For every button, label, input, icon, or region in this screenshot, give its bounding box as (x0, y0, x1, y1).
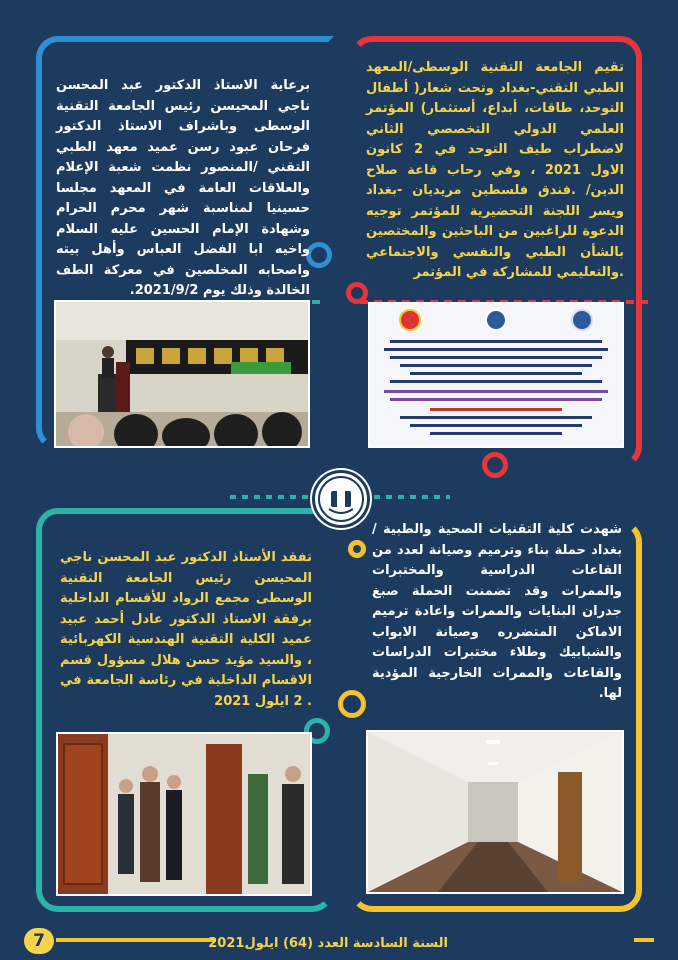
page-number: 7 (24, 928, 54, 954)
footer-line-left (56, 938, 216, 942)
article-bottom-right: شهدت كلية التقنيات الصحية والطبية / بغداد حملة بناء وترميم وصيانة لعدد من القاعات الدراسية والمختبرات والممرات وقد تضمنت الحملة صبغ جدران البنايات والممرات واعادة ترميم الاماكن المتضرره وصيانة الابواب والشبابيك وطلاء مختبرات الدراسات والقاعات والممرات الخارجية المؤدية لها. (372, 522, 622, 701)
connector-dot-yellow (338, 690, 366, 718)
photo-visit-dormitory (56, 732, 312, 896)
article-top-left: برعاية الاستاذ الدكتور عبد المحسن ناجي المحيسن رئيس الجامعة التقنية الوسطى وباشراف الاستاذ الدكتور فرحان عبود رسن عميد معهد الطبي التقني /المنصور نظمت شعبة الإعلام والعلاقات العامة في المعهد مجلسا حسينيا لمناسبة شهر محرم الحرام وشهادة الإمام الحسين عليه السلام واخيه ابا الفضل العباس وأهل بيته واصحابه المخلصين في معركة الطف الخالدة وذلك يوم 2021/9/2. (56, 78, 310, 298)
connector-dot-yellow-small (348, 540, 366, 558)
photo-majlis-hall (54, 300, 310, 448)
footer-issue-line: السنة السادسة العدد (64) ايلول2021 (208, 936, 448, 951)
photo-conference-invitation (368, 302, 624, 448)
footer-line-right (634, 938, 654, 942)
photo-renovated-corridor (366, 730, 624, 894)
connector-dot-red-bottom (482, 452, 508, 478)
article-top-right: تقيم الجامعة التقنية الوسطى/المعهد الطبي التقني-بغداد وتحت شعار( أطفال التوحد، طاقات، أبداع، أستثمار) المؤتمر العلمي الدولي التخصصي الثاني لاضطراب طيف التوحد في 2 كانون الاول 2021 ، وفي رحاب قاعة صلاح الدين/ .فندق فلسطين مريديان -بغداد ويسر اللجنة التحضيرية للمؤتمر توجيه الدعوة للراغبين من الباحثين والمختصين بالشأن الطبي والنفسي والاجتماعي .والتعليمي للمشاركة في المؤتمر (366, 60, 624, 280)
article-bottom-left: تفقد الأستاذ الدكتور عبد المحسن ناجي المحيسن رئيس الجامعة التقنية الوسطى مجمع الرواد للأقسام الداخلية برفقة الاستاذ الدكتور عادل أحمد عبيد عميد الكلية التقنية الهندسية الكهربائية ، والسيد مؤيد حسن هلال مسؤول قسم الاقسام الداخلية في رئاسة الجامعة في . 2 ايلول 2021 (60, 550, 312, 709)
university-logo-icon (312, 470, 370, 528)
